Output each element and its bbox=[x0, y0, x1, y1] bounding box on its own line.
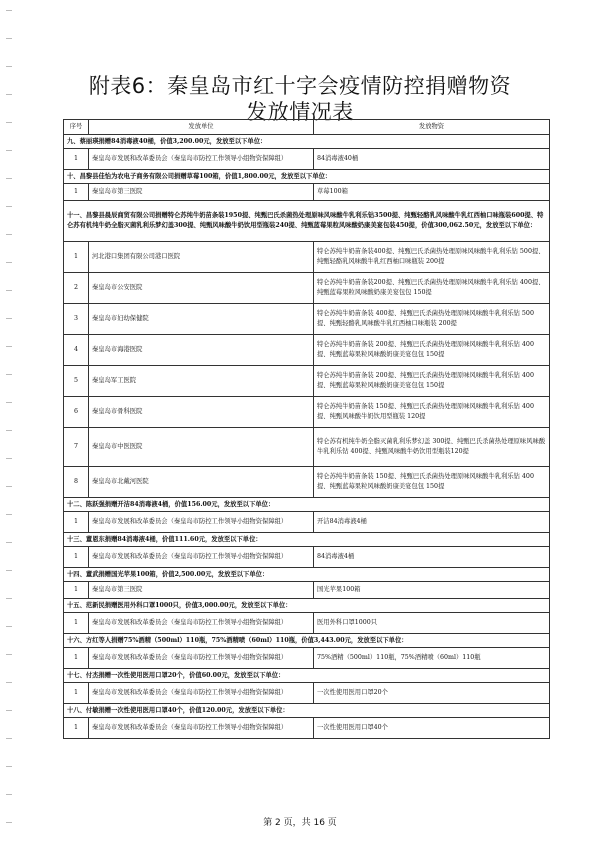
row-unit: 河北港口集团有限公司港口医院 bbox=[89, 242, 314, 273]
section-heading: 十四、董武捐赠国光苹果100箱，价值2,500.00元，发放至以下单位： bbox=[64, 568, 550, 582]
row-goods: 特仑苏纯牛奶苗条装 150提、纯甄巴氏杀菌热处理原味风味酸牛乳利乐钻 400提、纯甄风味酸牛奶饮用型瓶装 120提 bbox=[314, 397, 550, 428]
row-goods: 75%酒精（500ml）110瓶，75%酒精喷（60ml）110瓶 bbox=[314, 648, 550, 669]
binding-tick bbox=[6, 206, 12, 207]
section-heading: 十三、董恩东捐赠84消毒液4桶，价值111.60元，发放至以下单位： bbox=[64, 533, 550, 547]
table-row bbox=[64, 613, 550, 634]
table-row bbox=[64, 648, 550, 669]
row-goods: 开洁84消毒液4桶 bbox=[314, 512, 550, 533]
row-seq: 1 bbox=[64, 613, 89, 634]
row-goods: 草莓100箱 bbox=[314, 184, 550, 201]
binding-margin bbox=[0, 0, 22, 848]
binding-tick bbox=[6, 346, 12, 347]
table-row bbox=[64, 304, 550, 335]
section-heading-row bbox=[64, 135, 550, 149]
row-seq: 4 bbox=[64, 335, 89, 366]
row-seq: 1 bbox=[64, 582, 89, 599]
binding-tick bbox=[6, 514, 12, 515]
binding-tick bbox=[6, 66, 12, 67]
section-heading-row bbox=[64, 568, 550, 582]
row-unit: 秦皇岛市发展和改革委员会（秦皇岛市防控工作领导小组物资保障组） bbox=[89, 648, 314, 669]
section-heading: 十二、陈跃强捐赠开洁84消毒液4桶，价值156.00元，发放至以下单位： bbox=[64, 498, 550, 512]
section-heading: 十五、范新民捐赠医用外科口罩1000只，价值3,000.00元，发放至以下单位： bbox=[64, 599, 550, 613]
section-heading-row bbox=[64, 533, 550, 547]
row-goods: 特仑苏纯牛奶苗条装400提、纯甄巴氏杀菌热处理原味风味酸牛乳利乐钻 500提、纯甄轻酪乳风味酸牛乳红西柚口味瓶装 200提 bbox=[314, 242, 550, 273]
table-row bbox=[64, 335, 550, 366]
section-heading-row bbox=[64, 704, 550, 718]
row-goods: 特仑苏有机纯牛奶全脂灭菌乳利乐梦幻盖 300提、纯甄巴氏杀菌热处理原味风味酸牛乳利乐钻 400提、纯甄风味酸牛奶饮用型瓶装120提 bbox=[314, 428, 550, 467]
row-goods: 特仑苏纯牛奶苗条装 400提、纯甄巴氏杀菌热处理原味风味酸牛乳利乐钻 500提、纯甄轻酪乳风味酸牛乳红西柚口味瓶装 200提 bbox=[314, 304, 550, 335]
row-seq: 1 bbox=[64, 184, 89, 201]
row-seq: 1 bbox=[64, 242, 89, 273]
section-heading: 十六、方红等人捐赠75%酒精（500ml）110瓶，75%酒精喷（60ml）110瓶，价值3,443.00元，发放至以下单位： bbox=[64, 634, 550, 648]
table-row bbox=[64, 242, 550, 273]
binding-tick bbox=[6, 402, 12, 403]
row-seq: 6 bbox=[64, 397, 89, 428]
section-heading-row bbox=[64, 170, 550, 184]
table-row bbox=[64, 273, 550, 304]
table-row bbox=[64, 366, 550, 397]
row-goods: 84消毒液40桶 bbox=[314, 149, 550, 170]
row-unit: 秦皇岛军工医院 bbox=[89, 366, 314, 397]
table-row bbox=[64, 149, 550, 170]
table-row bbox=[64, 547, 550, 568]
binding-tick bbox=[6, 374, 12, 375]
row-seq: 1 bbox=[64, 648, 89, 669]
section-heading-row bbox=[64, 599, 550, 613]
section-heading: 十八、付敏捐赠一次性使用医用口罩40个，价值120.00元，发放至以下单位： bbox=[64, 704, 550, 718]
header-goods: 发放物资 bbox=[314, 120, 550, 135]
row-seq: 5 bbox=[64, 366, 89, 397]
row-seq: 1 bbox=[64, 149, 89, 170]
binding-tick bbox=[6, 794, 12, 795]
row-goods: 特仑苏纯牛奶苗条装200提、纯甄巴氏杀菌热处理原味风味酸牛乳利乐钻 400提、纯甄蓝莓果粒风味酸奶康美宴包包 150提 bbox=[314, 273, 550, 304]
table-row bbox=[64, 428, 550, 467]
binding-tick bbox=[6, 682, 12, 683]
table-row bbox=[64, 718, 550, 739]
binding-tick bbox=[6, 598, 12, 599]
row-unit: 秦皇岛市发展和改革委员会（秦皇岛市防控工作领导小组物资保障组） bbox=[89, 149, 314, 170]
row-unit: 秦皇岛市发展和改革委员会（秦皇岛市防控工作领导小组物资保障组） bbox=[89, 683, 314, 704]
binding-tick bbox=[6, 318, 12, 319]
table-row bbox=[64, 397, 550, 428]
section-heading-row bbox=[64, 201, 550, 242]
row-unit: 秦皇岛市中医医院 bbox=[89, 428, 314, 467]
document-title: 附表6：秦皇岛市红十字会疫情防控捐赠物资 bbox=[88, 74, 512, 98]
binding-tick bbox=[6, 738, 12, 739]
section-heading: 九、蔡丽瑛捐赠84消毒液40桶，价值3,200.00元，发放至以下单位： bbox=[64, 135, 550, 149]
row-goods: 特仑苏纯牛奶苗条装 200提、纯甄巴氏杀菌热处理原味风味酸牛乳利乐钻 400提、纯甄蓝莓果粒风味酸奶康美宴包包 150提 bbox=[314, 366, 550, 397]
binding-tick bbox=[6, 430, 12, 431]
binding-tick bbox=[6, 542, 12, 543]
binding-tick bbox=[6, 486, 12, 487]
binding-tick bbox=[6, 766, 12, 767]
row-seq: 1 bbox=[64, 718, 89, 739]
row-unit: 秦皇岛市海港医院 bbox=[89, 335, 314, 366]
table-row bbox=[64, 582, 550, 599]
row-seq: 7 bbox=[64, 428, 89, 467]
row-unit: 秦皇岛市发展和改革委员会（秦皇岛市防控工作领导小组物资保障组） bbox=[89, 718, 314, 739]
row-goods: 84消毒液4桶 bbox=[314, 547, 550, 568]
table-row bbox=[64, 512, 550, 533]
row-unit: 秦皇岛市公安医院 bbox=[89, 273, 314, 304]
table-row bbox=[64, 467, 550, 498]
binding-tick bbox=[6, 626, 12, 627]
row-goods: 医用外科口罩1000只 bbox=[314, 613, 550, 634]
binding-tick bbox=[6, 654, 12, 655]
section-heading-row bbox=[64, 669, 550, 683]
section-heading-row bbox=[64, 498, 550, 512]
row-unit: 秦皇岛市北戴河医院 bbox=[89, 467, 314, 498]
section-heading: 十七、付杰捐赠一次性使用医用口罩20个，价值60.00元，发放至以下单位： bbox=[64, 669, 550, 683]
header-unit: 发放单位 bbox=[89, 120, 314, 135]
binding-tick bbox=[6, 290, 12, 291]
row-seq: 1 bbox=[64, 547, 89, 568]
row-seq: 1 bbox=[64, 683, 89, 704]
binding-tick bbox=[6, 458, 12, 459]
row-unit: 秦皇岛市骨科医院 bbox=[89, 397, 314, 428]
row-unit: 秦皇岛市发展和改革委员会（秦皇岛市防控工作领导小组物资保障组） bbox=[89, 547, 314, 568]
row-seq: 8 bbox=[64, 467, 89, 498]
binding-tick bbox=[6, 262, 12, 263]
section-heading: 十、昌黎县佳怡为农电子商务有限公司捐赠草莓100箱，价值1,800.00元，发放至以下单位： bbox=[64, 170, 550, 184]
section-heading: 十一、昌黎县晨辰商贸有限公司捐赠特仑苏纯牛奶苗条装1950提、纯甄巴氏杀菌热处理原味风味酸牛乳利乐钻3500提、纯甄轻酪乳风味酸牛乳红西柚口味瓶装600提、特仑苏有机纯牛奶全脂灭菌乳利乐梦幻盖300提、纯甄风味酸牛奶饮用型瓶装240提、纯甄蓝莓果粒风味酸奶康美宴包装450提，价值300,062.50元，发放至以下单位： bbox=[64, 201, 550, 242]
row-unit: 秦皇岛市第三医院 bbox=[89, 582, 314, 599]
binding-tick bbox=[6, 234, 12, 235]
section-heading-row bbox=[64, 634, 550, 648]
page-number: 第 2 页，共 16 页 bbox=[263, 818, 337, 828]
row-unit: 秦皇岛市发展和改革委员会（秦皇岛市防控工作领导小组物资保障组） bbox=[89, 512, 314, 533]
binding-tick bbox=[6, 570, 12, 571]
row-goods: 特仑苏纯牛奶苗条装 150提、纯甄巴氏杀菌热处理原味风味酸牛乳利乐钻 400提、纯甄蓝莓果粒风味酸奶康美宴包包 150提 bbox=[314, 467, 550, 498]
row-seq: 3 bbox=[64, 304, 89, 335]
row-goods: 一次性使用医用口罩40个 bbox=[314, 718, 550, 739]
distribution-table bbox=[63, 119, 550, 739]
binding-tick bbox=[6, 150, 12, 151]
table-row bbox=[64, 184, 550, 201]
header-seq: 序号 bbox=[64, 120, 89, 135]
row-goods: 一次性使用医用口罩20个 bbox=[314, 683, 550, 704]
row-goods: 特仑苏纯牛奶苗条装 200提、纯甄巴氏杀菌热处理原味风味酸牛乳利乐钻 400提、纯甄蓝莓果粒风味酸奶康美宴包包 150提 bbox=[314, 335, 550, 366]
table-header-row bbox=[64, 120, 550, 135]
row-goods: 国光苹果100箱 bbox=[314, 582, 550, 599]
binding-tick bbox=[6, 10, 12, 11]
binding-tick bbox=[6, 178, 12, 179]
row-unit: 秦皇岛市发展和改革委员会（秦皇岛市防控工作领导小组物资保障组） bbox=[89, 613, 314, 634]
table-body bbox=[64, 135, 550, 739]
row-unit: 秦皇岛市第三医院 bbox=[89, 184, 314, 201]
row-seq: 1 bbox=[64, 512, 89, 533]
binding-tick bbox=[6, 710, 12, 711]
row-seq: 2 bbox=[64, 273, 89, 304]
row-unit: 秦皇岛市妇幼保健院 bbox=[89, 304, 314, 335]
binding-tick bbox=[6, 38, 12, 39]
document-subtitle: 发放情况表 bbox=[246, 100, 354, 124]
table-row bbox=[64, 683, 550, 704]
